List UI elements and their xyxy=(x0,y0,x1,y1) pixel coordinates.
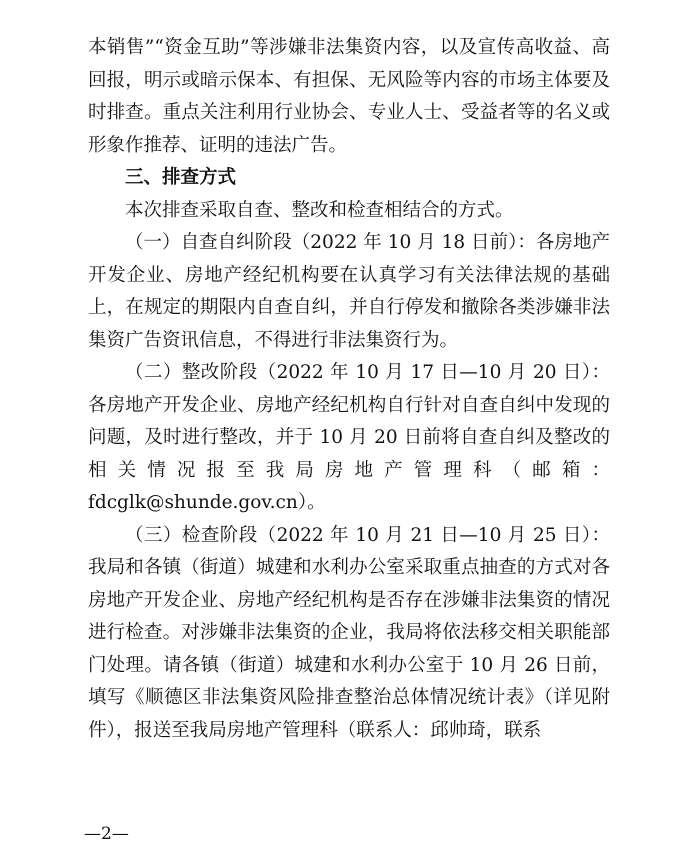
paragraph-rectification-stage: （二）整改阶段（2022 年 10 月 17 日—10 月 20 日）：各房地产开发企业、房地产经纪机构自行针对自查自纠中发现的问题，及时进行整改，并于 10 月 20 日前将自查自纠及整改的相关情况报至我局房地产管理科（邮箱：fdcglk@shunde.gov.cn）。 xyxy=(88,362,610,513)
page-number: —2— xyxy=(84,824,129,844)
paragraph-continuation: 本销售”“资金互助”等涉嫌非法集资内容，以及宣传高收益、高回报，明示或暗示保本、有担保、无风险等内容的市场主体要及时排查。重点关注利用行业协会、专业人士、受益者等的名义或形象作推荐、证明的违法广告。 xyxy=(88,37,610,156)
paragraph-inspection-stage: （三）检查阶段（2022 年 10 月 21 日—10 月 25 日）：我局和各镇（街道）城建和水利办公室采取重点抽查的方式对各房地产开发企业、房地产经纪机构是否存在涉嫌非法集资的情况进行检查。对涉嫌非法集资的企业，我局将依法移交相关职能部门处理。请各镇（街道）城建和水利办公室于 10 月 26 日前，填写《顺德区非法集资风险排查整治总体情况统计表》（详见附件），报送至我局房地产管理科（联系人：邱帅琦，联系 xyxy=(88,524,610,741)
section-heading: 三、排查方式 xyxy=(125,167,237,188)
paragraph-self-inspection-stage: （一）自查自纠阶段（2022 年 10 月 18 日前）：各房地产开发企业、房地产经纪机构要在认真学习有关法律法规的基础上，在规定的期限内自查自纠，并自行停发和撤除各类涉嫌非法集资广告资讯信息，不得进行非法集资行为。 xyxy=(88,232,610,351)
paragraph-method-intro: 本次排查采取自查、整改和检查相结合的方式。 xyxy=(125,199,514,221)
document-body xyxy=(88,32,610,747)
